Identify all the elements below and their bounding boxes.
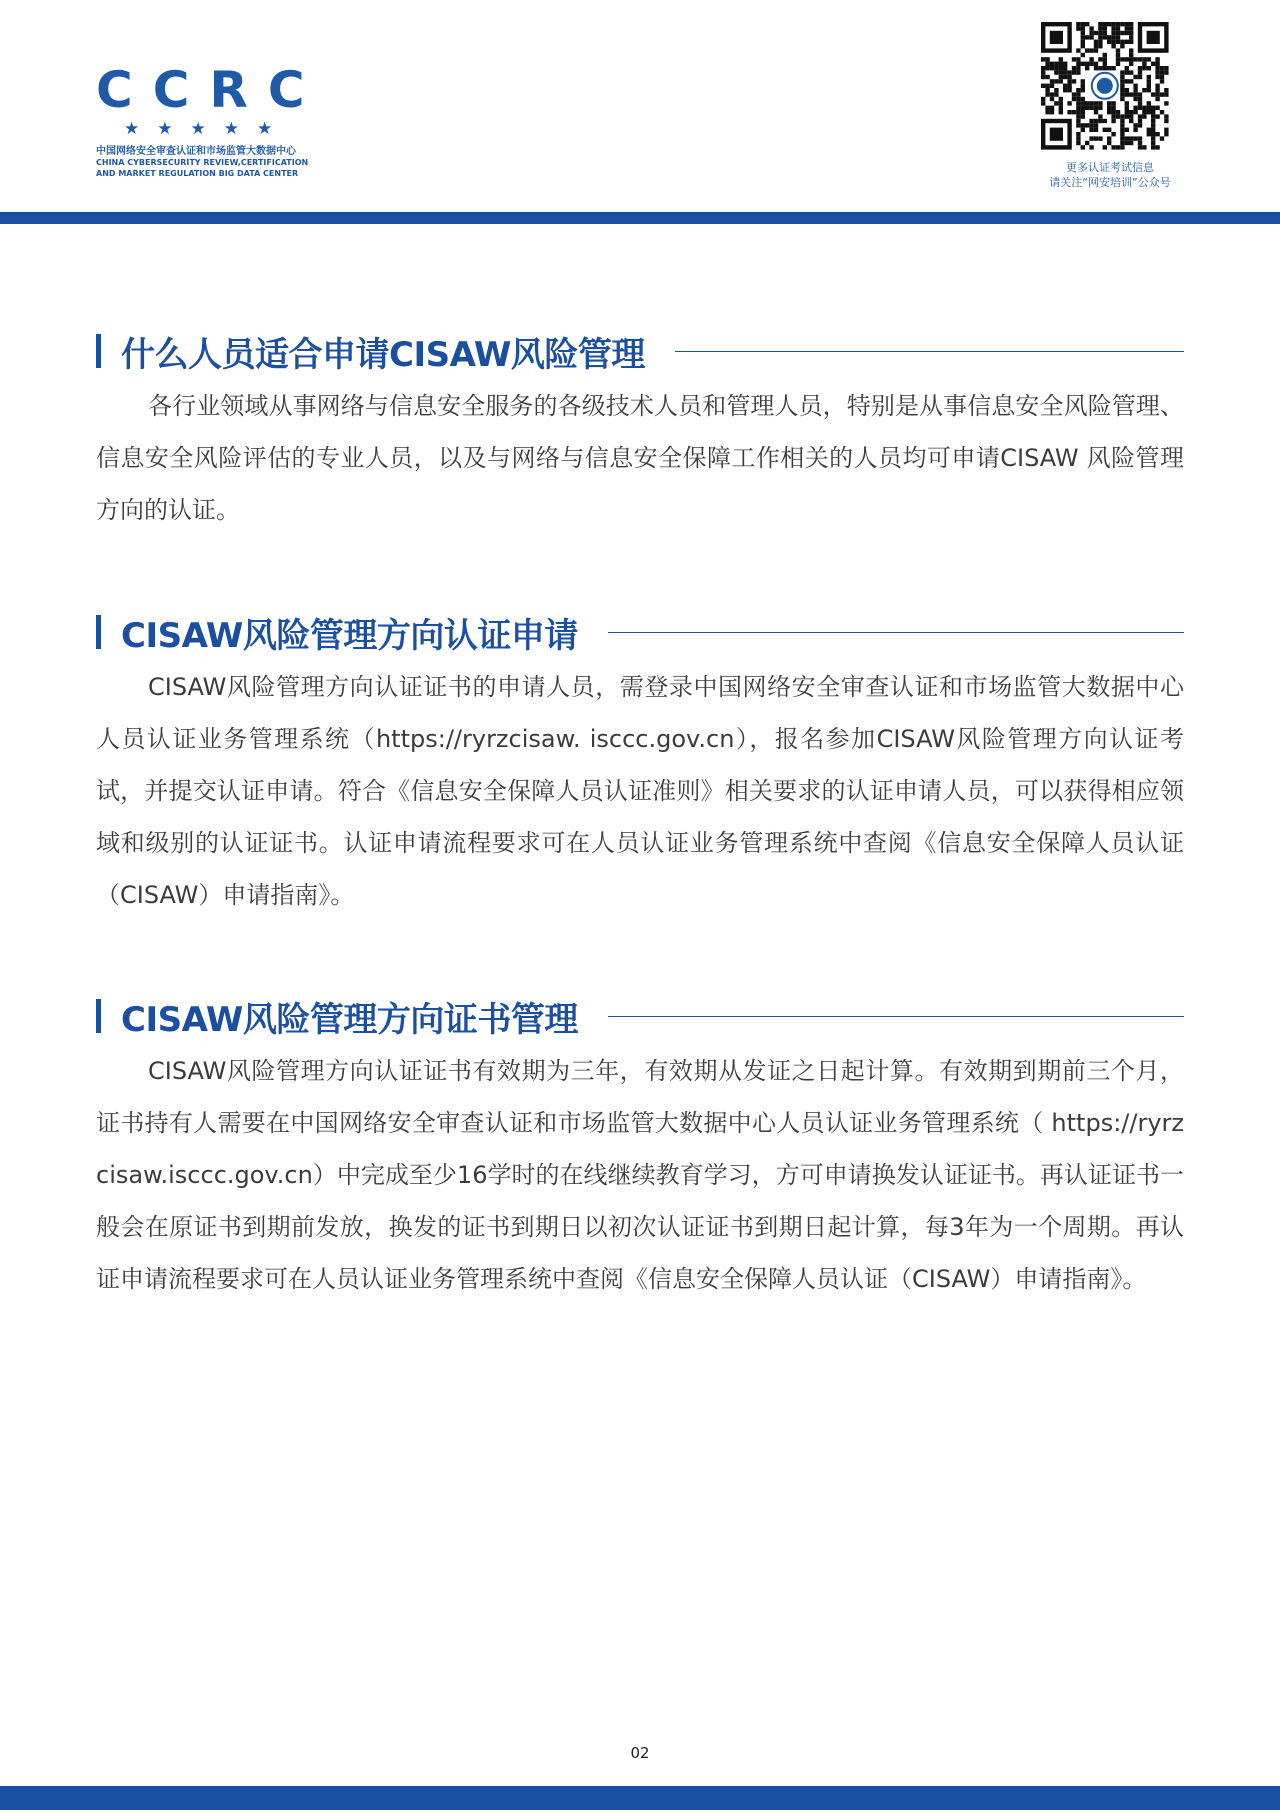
- qr-caption-line2: 请关注“网安培训”公众号: [1049, 176, 1171, 189]
- heading-rule: [675, 351, 1184, 352]
- page-number: 02: [630, 1744, 650, 1762]
- section-certificate-management: [96, 993, 1184, 1305]
- qr-caption: [1020, 160, 1200, 190]
- logo-stars-icon: ★★★★★: [124, 119, 291, 139]
- section-certification-application: [96, 609, 1184, 921]
- section-title: 什么人员适合申请CISAW风险管理: [121, 334, 645, 375]
- qr-caption-line1: 更多认证考试信息: [1066, 161, 1154, 174]
- heading-accent-bar: [96, 615, 101, 649]
- section-body: CISAW风险管理方向认证证书的申请人员，需登录中国网络安全审查认证和市场监管大数据中心人员认证业务管理系统（https://ryrzcisaw. isccc.gov.cn），报名参加CISAW风险管理方向认证考试，并提交认证申请。符合《信息安全保障人员认证准则》相关要求的认证申请人员，可以获得相应领域和级别的认证证书。认证申请流程要求可在人员认证业务管理系统中查阅《信息安全保障人员认证（CISAW）申请指南》。: [96, 673, 1184, 909]
- section-title: CISAW风险管理方向认证申请: [121, 615, 578, 656]
- section-who-should-apply: [96, 328, 1184, 536]
- header-divider-band: [0, 212, 1280, 224]
- ccrc-logo: [96, 62, 336, 179]
- section-heading: [96, 609, 1184, 655]
- heading-accent-bar: [96, 999, 101, 1033]
- section-heading: [96, 993, 1184, 1039]
- logo-letters: CCRC: [96, 61, 325, 119]
- heading-rule: [608, 1016, 1184, 1017]
- heading-accent-bar: [96, 334, 101, 368]
- section-body: 各行业领域从事网络与信息安全服务的各级技术人员和管理人员，特别是从事信息安全风险管理、信息安全风险评估的专业人员，以及与网络与信息安全保障工作相关的人员均可申请CISAW 风险管理方向的认证。: [96, 392, 1184, 524]
- section-body: CISAW风险管理方向认证证书有效期为三年，有效期从发证之日起计算。有效期到期前三个月，证书持有人需要在中国网络安全审查认证和市场监管大数据中心人员认证业务管理系统（ https://ryrzcisaw.isccc.gov.cn）中完成至少16学时的在线继续教育学习，方可申请换发认证证书。再认证证书一般会在原证书到期前发放，换发的证书到期日以初次认证证书到期日起计算，每3年为一个周期。再认证申请流程要求可在人员认证业务管理系统中查阅《信息安全保障人员认证（CISAW）申请指南》。: [96, 1057, 1184, 1293]
- section-heading: [96, 328, 1184, 374]
- logo-english-name-line2: AND MARKET REGULATION BIG DATA CENTER: [96, 169, 299, 178]
- logo-chinese-name: 中国网络安全审查认证和市场监管大数据中心: [96, 146, 296, 157]
- qr-code-icon: [1038, 20, 1176, 156]
- section-title: CISAW风险管理方向证书管理: [121, 999, 578, 1040]
- footer-band: [0, 1786, 1280, 1810]
- heading-rule: [608, 632, 1184, 633]
- logo-english-name-line1: CHINA CYBERSECURITY REVIEW,CERTIFICATION: [96, 158, 309, 167]
